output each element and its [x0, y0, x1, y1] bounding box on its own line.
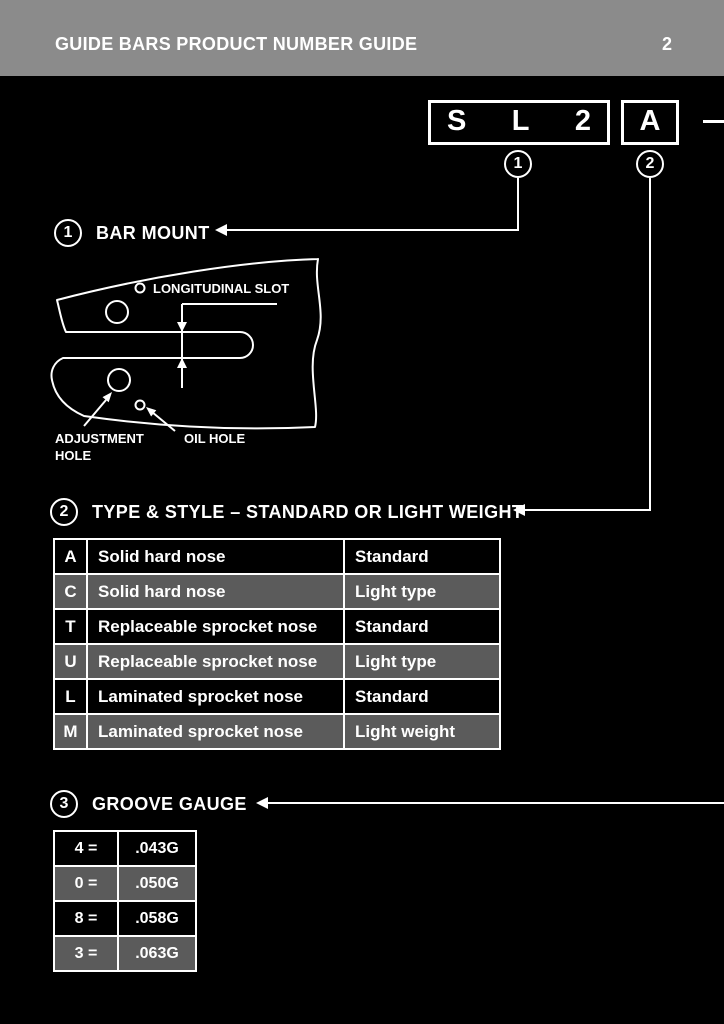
- gauge-value: .050G: [118, 866, 196, 901]
- section-2-number-badge: 2: [50, 498, 78, 526]
- code-char-2: 2: [574, 104, 591, 137]
- type-description: Laminated sprocket nose: [87, 679, 344, 714]
- slot-arrow-up-icon: [177, 358, 187, 368]
- gauge-code: 0 =: [54, 866, 118, 901]
- type-description: Solid hard nose: [87, 539, 344, 574]
- table-row: [54, 609, 500, 644]
- type-style-table: [53, 538, 501, 750]
- section-1-heading: [54, 219, 210, 247]
- gauge-code: 3 =: [54, 936, 118, 971]
- slot-arrow-down-icon: [177, 322, 187, 332]
- type-code: U: [54, 644, 87, 679]
- type-code: A: [54, 539, 87, 574]
- connector-1-vertical: [517, 178, 519, 231]
- bar-mount-diagram: [40, 252, 340, 470]
- oil-arrow-line: [152, 412, 175, 431]
- gauge-value: .058G: [118, 901, 196, 936]
- label-adjustment-hole: HOLE: [55, 448, 92, 463]
- ref-circle-1: 1: [504, 150, 532, 178]
- adjustment-arrowhead-icon: [103, 392, 113, 402]
- code-char-a: A: [639, 104, 661, 137]
- page-header: [0, 0, 724, 76]
- table-row: [54, 901, 196, 936]
- section-3-title: GROOVE GAUGE: [92, 793, 247, 814]
- type-variant: Light type: [344, 644, 500, 679]
- connector-2-horizontal: [524, 509, 651, 511]
- gauge-code: 4 =: [54, 831, 118, 866]
- section-3-heading: [50, 790, 247, 818]
- ref-circle-2: 2: [636, 150, 664, 178]
- gauge-value: .063G: [118, 936, 196, 971]
- connector-3-arrowhead-icon: [256, 797, 268, 809]
- type-code: C: [54, 574, 87, 609]
- product-code-box-a: [621, 100, 679, 145]
- type-description: Solid hard nose: [87, 574, 344, 609]
- type-variant: Light weight: [344, 714, 500, 749]
- oil-hole: [136, 401, 145, 410]
- section-2-title: TYPE & STYLE – STANDARD OR LIGHT WEIGHT: [92, 501, 524, 522]
- table-row: [54, 831, 196, 866]
- type-variant: Standard: [344, 679, 500, 714]
- type-code: T: [54, 609, 87, 644]
- section-1-title: BAR MOUNT: [96, 222, 210, 243]
- connector-2-vertical: [649, 178, 651, 511]
- page-number: 2: [661, 33, 672, 54]
- adjustment-arrow-line: [84, 400, 106, 426]
- label-oil-hole: OIL HOLE: [184, 431, 246, 446]
- groove-gauge-table: [53, 830, 197, 972]
- connector-3-horizontal: [267, 802, 724, 804]
- page-title: GUIDE BARS PRODUCT NUMBER GUIDE: [55, 33, 418, 54]
- gauge-code: 8 =: [54, 901, 118, 936]
- table-row: [54, 936, 196, 971]
- table-row: [54, 644, 500, 679]
- slot-marker-dot: [136, 284, 145, 293]
- code-continuation-dash: [703, 120, 724, 123]
- type-variant: Standard: [344, 609, 500, 644]
- type-description: Replaceable sprocket nose: [87, 609, 344, 644]
- table-row: [54, 714, 500, 749]
- section-2-heading: [50, 498, 523, 526]
- type-variant: Light type: [344, 574, 500, 609]
- type-variant: Standard: [344, 539, 500, 574]
- table-row: [54, 679, 500, 714]
- table-row: [54, 866, 196, 901]
- label-longitudinal-slot: LONGITUDINAL SLOT: [153, 281, 290, 296]
- gauge-value: .043G: [118, 831, 196, 866]
- product-code-box-sl2: [428, 100, 610, 145]
- label-adjustment: ADJUSTMENT: [55, 431, 144, 446]
- adjustment-hole: [108, 369, 130, 391]
- type-description: Laminated sprocket nose: [87, 714, 344, 749]
- table-row: [54, 539, 500, 574]
- section-1-number-badge: 1: [54, 219, 82, 247]
- table-row: [54, 574, 500, 609]
- type-description: Replaceable sprocket nose: [87, 644, 344, 679]
- type-code: L: [54, 679, 87, 714]
- code-char-s: S: [447, 104, 467, 137]
- type-code: M: [54, 714, 87, 749]
- code-char-l: L: [511, 104, 530, 137]
- section-3-number-badge: 3: [50, 790, 78, 818]
- connector-1-arrowhead-icon: [215, 224, 227, 236]
- upper-mount-hole: [106, 301, 128, 323]
- connector-1-horizontal: [226, 229, 518, 231]
